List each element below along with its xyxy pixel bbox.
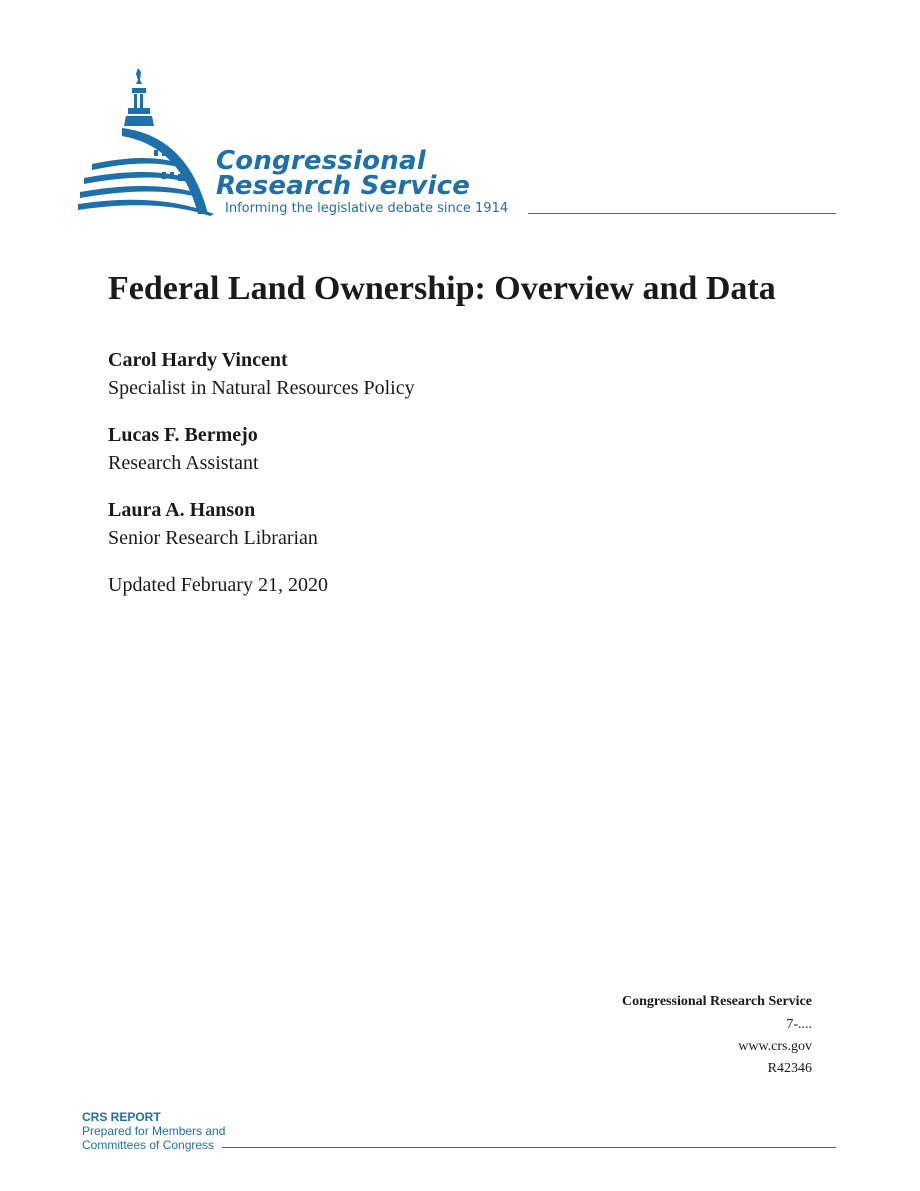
updated-date: Updated February 21, 2020 [108,574,328,596]
crs-report-label-block [82,1110,225,1152]
logo-name-line1: Congressional [216,146,426,176]
author-block [108,496,318,552]
crs-report-line2: Committees of Congress [82,1138,215,1152]
author-role: Senior Research Librarian [108,527,318,549]
author-role: Specialist in Natural Resources Policy [108,377,415,399]
author-name: Carol Hardy Vincent [108,349,288,371]
author-role: Research Assistant [108,452,259,474]
crs-report-label: CRS REPORT [82,1110,161,1124]
crs-report-line1: Prepared for Members and [82,1124,226,1138]
crs-logo [78,66,838,226]
footer-org: Congressional Research Service [621,994,812,1009]
report-number: R42346 [767,1061,812,1076]
author-block [108,421,259,477]
logo-divider [528,213,836,214]
footer-website: www.crs.gov [738,1039,812,1054]
author-name: Lucas F. Bermejo [108,424,258,446]
logo-tagline: Informing the legislative debate since 1914 [225,201,509,216]
footer-code: 7-.... [786,1017,812,1032]
author-block [108,346,415,402]
bottom-divider [222,1147,836,1148]
report-title: Federal Land Ownership: Overview and Data [108,270,776,307]
footer-info [622,990,812,1080]
capitol-dome-icon [78,66,228,221]
logo-name-line2: Research Service [216,171,471,201]
author-name: Laura A. Hanson [108,499,256,521]
